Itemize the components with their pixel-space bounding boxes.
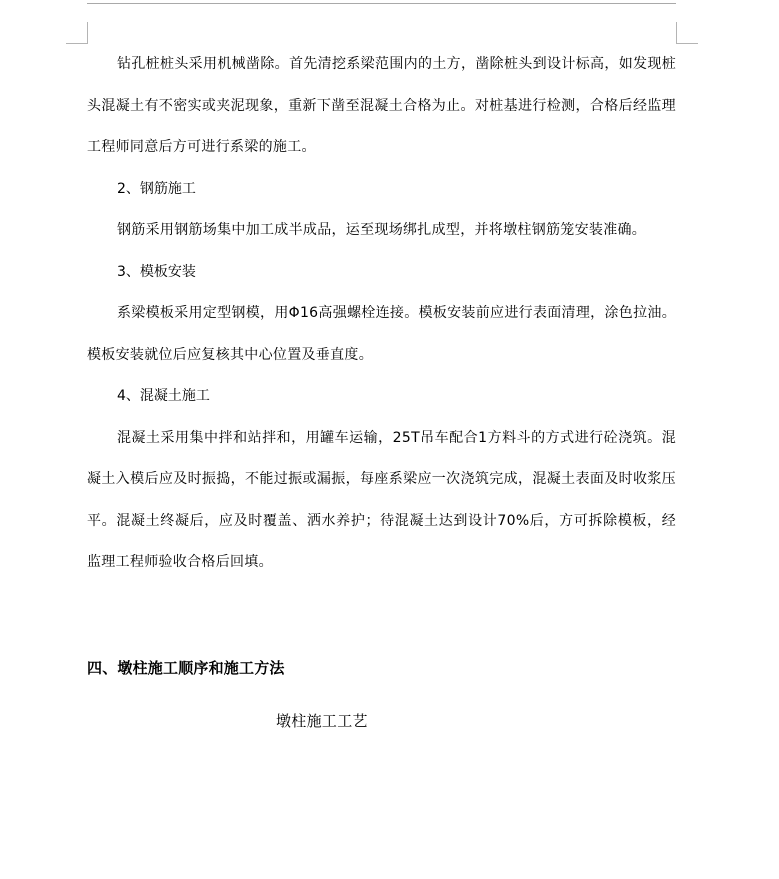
- document-body: [87, 44, 676, 584]
- header-rule: [87, 3, 676, 4]
- paragraph-concrete: 混凝土采用集中拌和站拌和，用罐车运输，25T吊车配合1方料斗的方式进行砼浇筑。混凝土入模后应及时振捣，不能过振或漏振，每座系梁应一次浇筑完成，混凝土表面及时收浆压平。混凝土终凝后，应及时覆盖、洒水养护；待混凝土达到设计70%后，方可拆除模板，经监理工程师验收合格后回填。: [87, 429, 676, 570]
- corner-mark-top-right: [676, 22, 698, 44]
- paragraph-formwork: 系梁模板采用定型钢模，用Φ16高强螺栓连接。模板安装前应进行表面清理，涂色拉油。模板安装就位后应复核其中心位置及垂直度。: [87, 305, 676, 363]
- subheading-rebar: 2、钢筋施工: [117, 180, 196, 197]
- subheading-concrete: 4、混凝土施工: [117, 388, 210, 404]
- sub-title: 墩柱施工工艺: [276, 712, 368, 730]
- subheading-formwork: 3、模板安装: [117, 263, 196, 280]
- paragraph-rebar: 钢筋采用钢筋场集中加工成半成品，运至现场绑扎成型，并将墩柱钢筋笼安装准确。: [117, 222, 647, 238]
- paragraph-pile-head: 钻孔桩桩头采用机械凿除。首先清挖系梁范围内的土方，凿除桩头到设计标高，如发现桩头混凝土有不密实或夹泥现象，重新下凿至混凝土合格为止。对桩基进行检测，合格后经监理工程师同意后方可进行系梁的施工。: [87, 56, 676, 155]
- section-heading: 四、墩柱施工顺序和施工方法: [87, 659, 285, 677]
- corner-mark-top-left: [66, 22, 88, 44]
